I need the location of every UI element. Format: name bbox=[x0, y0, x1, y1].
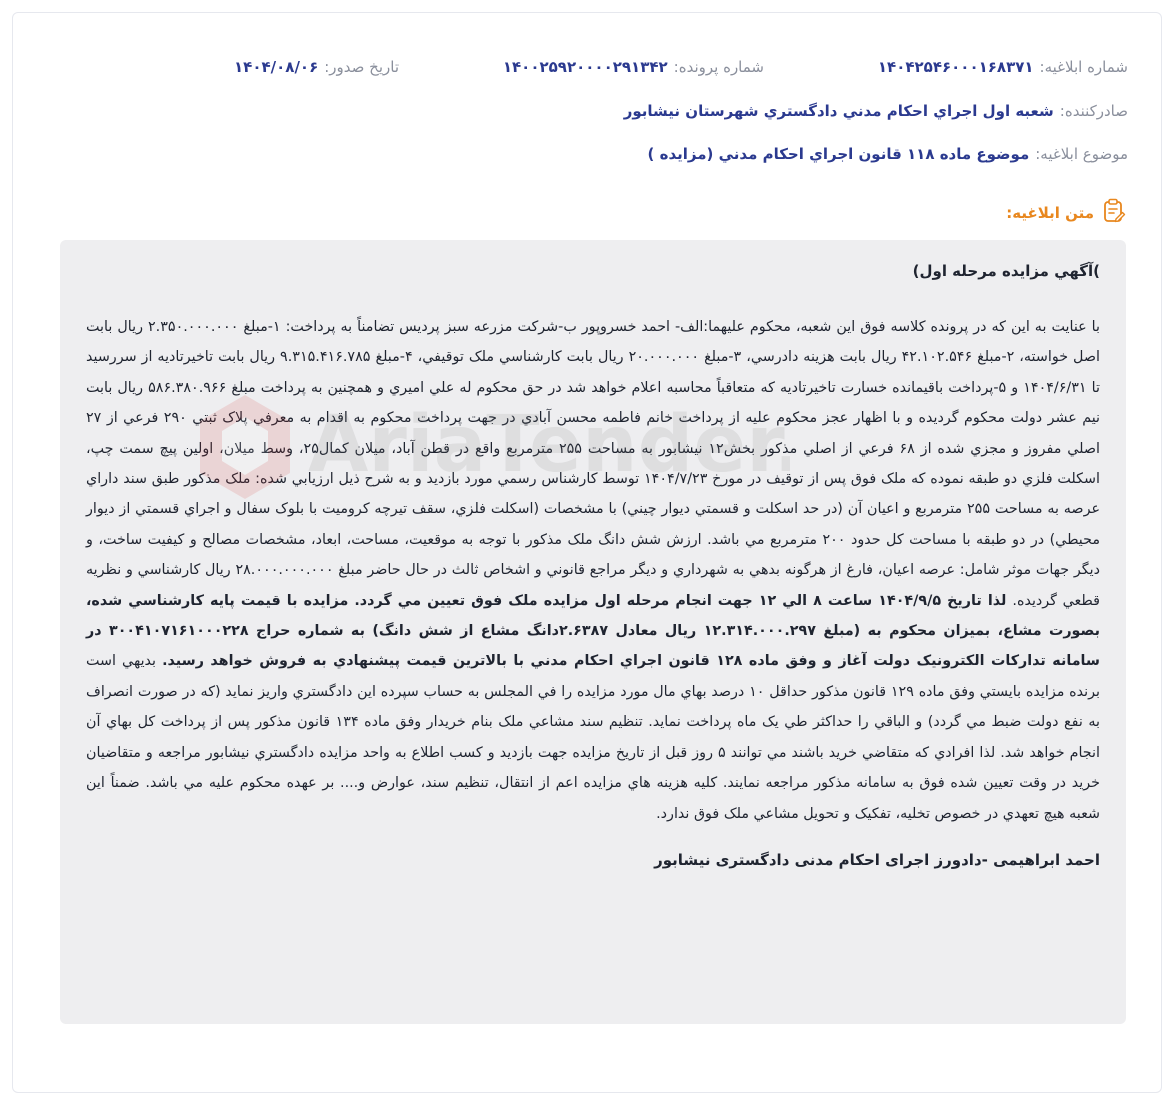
notice-number-group bbox=[878, 58, 1128, 76]
notice-body bbox=[86, 312, 1100, 829]
notice-number-label: شماره ابلاغیه: bbox=[1039, 58, 1128, 76]
notice-body-part3: بديهي است برنده مزايده بايستي وفق ماده ۱۲۹ قانون مذكور حداقل ۱۰ درصد بهاي مال مورد مزايده را في المجلس به حساب سپرده اين دادگستري واريز نمايد (كه در صورت انصراف به نفع دولت ضبط مي گردد) و الباقي را حداكثر طي يک ماه پرداخت نمايد. تنظيم سند مشاعي ملک بنام خريدار وفق ماده ۱۳۴ قانون مذكور پس از پرداخت كل بهاي آن انجام خواهد شد. لذا افرادي كه متقاضي خريد باشند مي توانند ۵ روز قبل از تاريخ مزايده جهت بازديد و كسب اطلاع به واحد مزايده دادگستري نيشابور مراجعه و متقاضيان خريد در وقت تعيين شده فوق به سامانه مذكور مراجعه نمايند. كليه هزينه هاي مزايده اعم از انتقال، تنظيم سند، عوارض و.... بر عهده محكوم عليه مي باشد. ضمناً اين شعبه هيچ تعهدي در خصوص تخليه، تفكيک و تحويل مشاعي ملک فوق ندارد. bbox=[86, 653, 1100, 822]
notice-document-icon bbox=[1094, 198, 1126, 228]
issuer-label: صادرکننده: bbox=[1059, 102, 1128, 120]
case-number-label: شماره پرونده: bbox=[673, 58, 764, 76]
issue-date-label: تاریخ صدور: bbox=[324, 58, 399, 76]
notice-heading: )آگهي مزايده مرحله اول) bbox=[912, 262, 1100, 280]
notice-signature: احمد ابراهیمی -دادورز اجرای احکام مدنی دادگستری نیشابور bbox=[654, 850, 1100, 869]
notice-text-section-title bbox=[1006, 198, 1126, 228]
meta-row-subject bbox=[40, 143, 1128, 165]
subject-value: موضوع ماده ۱۱۸ قانون اجراي احكام مدني (مزايده ) bbox=[647, 145, 1030, 163]
issue-date-group bbox=[234, 58, 399, 76]
notice-body-part1: با عنايت به اين كه در پرونده كلاسه فوق اين شعبه، محكوم عليهما:الف- احمد خسروپور ب-شركت مزرعه سبز پرديس تضامناً به پرداخت: ۱-مبلغ ۲.۳۵۰.۰۰۰.۰۰۰ ريال بابت اصل خواسته، ۲-مبلغ ۴۲.۱۰۲.۵۴۶ ريال بابت هزينه دادرسي، ۳-مبلغ ۲۰.۰۰۰.۰۰۰ ريال بابت كارشناسي ملک توقيفي، ۴-مبلغ ۹.۳۱۵.۴۱۶.۷۸۵ ريال بابت تاخيرتاديه از سررسيد تا ۱۴۰۴/۶/۳۱ و ۵-پرداخت باقيمانده خسارت تاخيرتاديه كه متعاقباً محاسبه اعلام خواهد شد در حق محكوم له علي اميري و همچنين به پرداخت مبلغ ۵۸۶.۳۸۰.۹۶۶ ريال بابت نيم عشر دولت محكوم گرديده و با اظهار عجز محكوم عليه از پرداخت خانم فاطمه محسن آبادي در جهت پرداخت محكوم به اقدام به معرفي پلاک ثبتي ۲۹۰ فرعي از ۲۷ اصلي مفروز و مجزي شده از ۶۸ فرعي از اصلي مذكور بخش۱۲ نيشابور به مساحت ۲۵۵ مترمربع واقع در قطن آباد، ميلان كمال۲۵، وسط ميلان، اولين پيچ سمت چپ، اسكلت فلزي دو طبقه نموده كه ملک فوق پس از توقيف در مورخ ۱۴۰۴/۷/۲۳ توسط كارشناس رسمي مورد بازديد و به شرح ذيل ارزيابي شده: ملک مذكور طبق سند داراي عرصه به مساحت ۲۵۵ مترمربع و اعيان آن (در حد اسكلت و قسمتي ديوار چيني) با مشخصات (اسكلت فلزي، سقف تيرچه كروميت با بلوک سفال و اجراي قسمتي از ديوار محيطي) در دو طبقه با مساحت كل حدود ۲۰۰ مترمربع مي باشد. ارزش شش دانگ ملک مذكور با توجه به موقعيت، مساحت، ابعاد، مشخصات مصالح و كيفيت ساخت، و ديگر جهات موثر شامل: عرصه اعيان، فارغ از هرگونه بدهي به شهرداري و ديگر مراجع قانوني و اشخاص ثالث در حال حاضر مبلغ ۲۸.۰۰۰.۰۰۰.۰۰۰ ريال كارشناسي و نظريه قطعي گرديده. bbox=[86, 319, 1101, 609]
notice-number-value: ۱۴۰۴۲۵۴۶۰۰۰۱۶۸۳۷۱ bbox=[877, 58, 1034, 76]
notice-body-auction-terms: لذا تاريخ ۱۴۰۴/۹/۵ ساعت ۸ الي ۱۲ جهت انجام مرحله اول مزايده ملک فوق تعيين مي گردد. مزايده با قيمت پايه كارشناسي شده، بصورت مشاع، بميزان محكوم به (مبلغ ۱۲.۳۱۴.۰۰۰.۲۹۷ ريال معادل ۲.۶۳۸۷دانگ مشاع از شش دانگ) به شماره حراج ۳۰۰۴۱۰۷۱۶۱۰۰۰۲۲۸ در سامانه تداركات الكترونيک دولت آغاز و وفق ماده ۱۲۸ قانون اجراي احكام مدني با بالاترين قيمت پيشنهادي به فروش خواهد رسيد. bbox=[86, 592, 1100, 670]
issue-date-value: ۱۴۰۴/۰۸/۰۶ bbox=[234, 58, 319, 76]
case-number-value: ۱۴۰۰۲۵۹۲۰۰۰۰۲۹۱۳۴۲ bbox=[502, 58, 668, 76]
case-number-group bbox=[503, 58, 764, 76]
notice-text-panel bbox=[60, 240, 1126, 1024]
meta-row-numbers bbox=[40, 58, 1128, 80]
issuer-value: شعبه اول اجراي احكام مدني دادگستري شهرستان نيشابور bbox=[623, 102, 1054, 120]
notice-text-label: متن ابلاغیه: bbox=[1006, 204, 1094, 222]
meta-row-issuer bbox=[40, 100, 1128, 122]
subject-label: موضوع ابلاغیه: bbox=[1035, 145, 1128, 163]
